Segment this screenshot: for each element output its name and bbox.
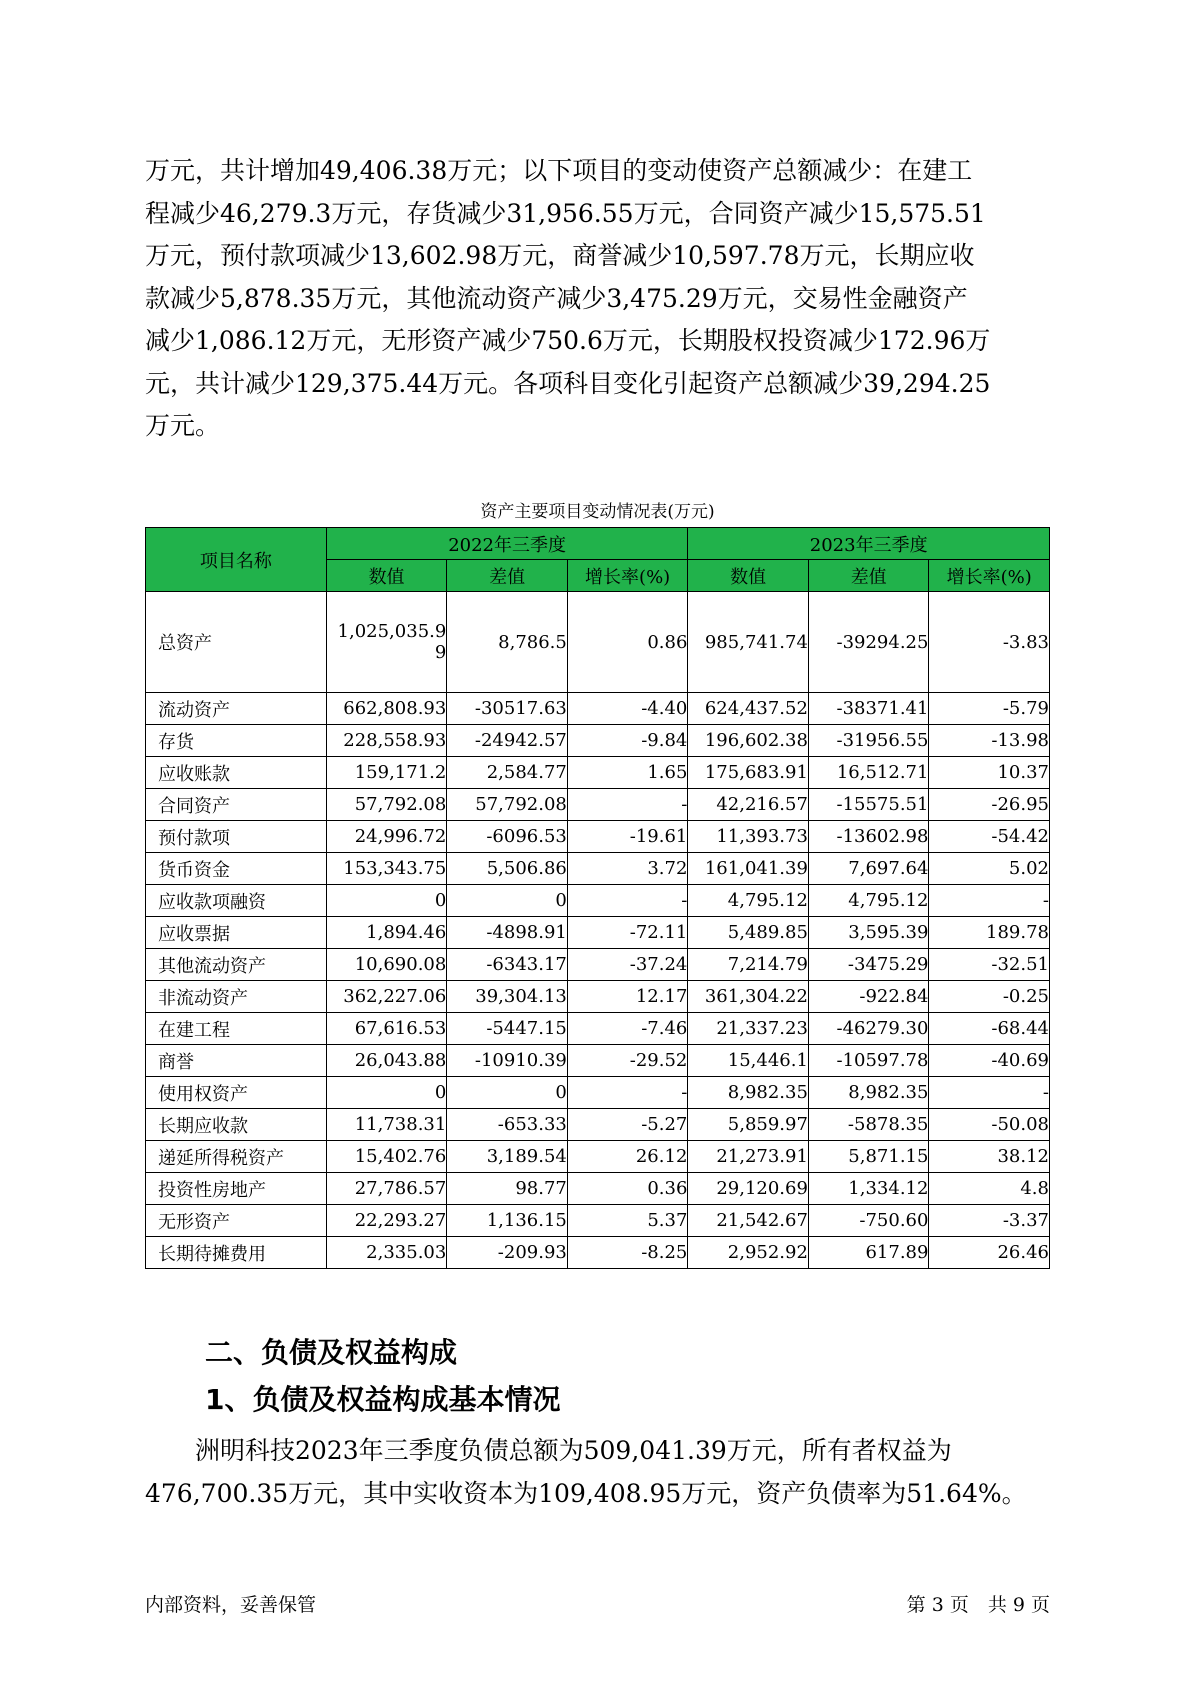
header-rate: 增长率(%) — [567, 560, 688, 592]
table-row — [146, 1109, 1050, 1141]
cell-rate-2022: -7.46 — [567, 1013, 688, 1045]
table-row — [146, 592, 1050, 693]
cell-diff-2023: 1,334.12 — [808, 1173, 929, 1205]
table-row — [146, 949, 1050, 981]
row-item-name: 其他流动资产 — [146, 949, 327, 981]
header-rate: 增长率(%) — [929, 560, 1050, 592]
row-item-name: 预付款项 — [146, 821, 327, 853]
cell-value-2022: 153,343.75 — [326, 853, 447, 885]
cell-value-2022: 26,043.88 — [326, 1045, 447, 1077]
summary-line: 476,700.35万元，其中实收资本为109,408.95万元，资产负债率为51.64%。 — [145, 1478, 1027, 1508]
table-header-row — [146, 528, 1050, 560]
cell-diff-2023: 7,697.64 — [808, 853, 929, 885]
footer-confidential: 内部资料，妥善保管 — [145, 1594, 317, 1616]
cell-value-2023: 21,542.67 — [688, 1205, 809, 1237]
table-body — [146, 592, 1050, 1269]
cell-rate-2022: -4.40 — [567, 693, 688, 725]
cell-value-2023: 11,393.73 — [688, 821, 809, 853]
cell-diff-2023: -3475.29 — [808, 949, 929, 981]
cell-rate-2023: -68.44 — [929, 1013, 1050, 1045]
cell-rate-2022: - — [567, 789, 688, 821]
cell-rate-2022: 5.37 — [567, 1205, 688, 1237]
cell-diff-2023: -922.84 — [808, 981, 929, 1013]
cell-diff-2022: 1,136.15 — [447, 1205, 568, 1237]
cell-value-2022: 0 — [326, 1077, 447, 1109]
intro-line: 万元，共计增加49,406.38万元；以下项目的变动使资产总额减少：在建工 — [145, 156, 973, 185]
cell-diff-2023: -31956.55 — [808, 725, 929, 757]
summary-line: 洲明科技2023年三季度负债总额为509,041.39万元，所有者权益为 — [145, 1436, 952, 1465]
cell-value-2023: 5,489.85 — [688, 917, 809, 949]
cell-value-2023: 42,216.57 — [688, 789, 809, 821]
row-item-name: 存货 — [146, 725, 327, 757]
cell-diff-2022: 8,786.5 — [447, 592, 568, 693]
cell-diff-2022: -24942.57 — [447, 725, 568, 757]
cell-diff-2022: 5,506.86 — [447, 853, 568, 885]
row-item-name: 无形资产 — [146, 1205, 327, 1237]
cell-value-2022: 15,402.76 — [326, 1141, 447, 1173]
cell-rate-2023: -50.08 — [929, 1109, 1050, 1141]
cell-value-2022: 228,558.93 — [326, 725, 447, 757]
header-value: 数值 — [688, 560, 809, 592]
cell-value-2023: 4,795.12 — [688, 885, 809, 917]
cell-rate-2022: 0.86 — [567, 592, 688, 693]
cell-rate-2023: 5.02 — [929, 853, 1050, 885]
cell-rate-2022: -9.84 — [567, 725, 688, 757]
cell-value-2023: 21,273.91 — [688, 1141, 809, 1173]
cell-rate-2023: - — [929, 1077, 1050, 1109]
cell-diff-2022: -30517.63 — [447, 693, 568, 725]
cell-value-2023: 175,683.91 — [688, 757, 809, 789]
cell-diff-2022: 57,792.08 — [447, 789, 568, 821]
intro-paragraph — [145, 150, 1050, 448]
header-period-2022: 2022年三季度 — [326, 528, 688, 560]
cell-rate-2022: -19.61 — [567, 821, 688, 853]
cell-value-2023: 361,304.22 — [688, 981, 809, 1013]
table-row — [146, 789, 1050, 821]
table-row — [146, 885, 1050, 917]
subsection-heading: 1、负债及权益构成基本情况 — [205, 1383, 561, 1416]
cell-value-2022: 0 — [326, 885, 447, 917]
cell-rate-2023: 10.37 — [929, 757, 1050, 789]
cell-value-2022: 1,025,035.9 9 — [326, 592, 447, 693]
cell-value-2022: 1,894.46 — [326, 917, 447, 949]
cell-value-2023: 21,337.23 — [688, 1013, 809, 1045]
row-item-name: 货币资金 — [146, 853, 327, 885]
row-item-name: 长期待摊费用 — [146, 1237, 327, 1269]
cell-diff-2022: 3,189.54 — [447, 1141, 568, 1173]
cell-diff-2023: -38371.41 — [808, 693, 929, 725]
cell-rate-2023: -54.42 — [929, 821, 1050, 853]
cell-diff-2023: 617.89 — [808, 1237, 929, 1269]
table-row — [146, 821, 1050, 853]
table-row — [146, 917, 1050, 949]
row-item-name: 流动资产 — [146, 693, 327, 725]
cell-value-2023: 196,602.38 — [688, 725, 809, 757]
table-row — [146, 1077, 1050, 1109]
cell-diff-2023: -46279.30 — [808, 1013, 929, 1045]
cell-value-2022: 11,738.31 — [326, 1109, 447, 1141]
summary-paragraph — [145, 1430, 1050, 1515]
cell-value-2023: 8,982.35 — [688, 1077, 809, 1109]
cell-rate-2022: -8.25 — [567, 1237, 688, 1269]
table-row — [146, 1013, 1050, 1045]
cell-diff-2023: 4,795.12 — [808, 885, 929, 917]
cell-rate-2023: - — [929, 885, 1050, 917]
cell-rate-2022: 3.72 — [567, 853, 688, 885]
table-row — [146, 1173, 1050, 1205]
cell-value-2022: 57,792.08 — [326, 789, 447, 821]
row-item-name: 长期应收款 — [146, 1109, 327, 1141]
cell-diff-2022: -6343.17 — [447, 949, 568, 981]
cell-rate-2022: 12.17 — [567, 981, 688, 1013]
row-item-name: 非流动资产 — [146, 981, 327, 1013]
section-heading: 二、负债及权益构成 — [205, 1336, 458, 1369]
table-row — [146, 1045, 1050, 1077]
cell-diff-2022: 0 — [447, 885, 568, 917]
cell-diff-2023: -39294.25 — [808, 592, 929, 693]
cell-diff-2023: 16,512.71 — [808, 757, 929, 789]
cell-rate-2023: -13.98 — [929, 725, 1050, 757]
cell-value-2023: 7,214.79 — [688, 949, 809, 981]
cell-rate-2022: 0.36 — [567, 1173, 688, 1205]
intro-line: 减少1,086.12万元，无形资产减少750.6万元，长期股权投资减少172.96万 — [145, 326, 991, 355]
table-row — [146, 725, 1050, 757]
cell-value-2023: 161,041.39 — [688, 853, 809, 885]
row-item-name: 商誉 — [146, 1045, 327, 1077]
asset-change-table — [145, 527, 1050, 1269]
intro-line: 万元，预付款项减少13,602.98万元，商誉减少10,597.78万元，长期应收 — [145, 241, 975, 270]
cell-diff-2023: -750.60 — [808, 1205, 929, 1237]
cell-value-2022: 662,808.93 — [326, 693, 447, 725]
table-row — [146, 981, 1050, 1013]
table-row — [146, 1141, 1050, 1173]
row-item-name: 在建工程 — [146, 1013, 327, 1045]
cell-diff-2023: 5,871.15 — [808, 1141, 929, 1173]
row-item-name: 应收票据 — [146, 917, 327, 949]
cell-value-2022: 2,335.03 — [326, 1237, 447, 1269]
cell-rate-2022: 1.65 — [567, 757, 688, 789]
cell-rate-2023: -40.69 — [929, 1045, 1050, 1077]
cell-rate-2022: - — [567, 1077, 688, 1109]
cell-diff-2022: -10910.39 — [447, 1045, 568, 1077]
cell-value-2023: 29,120.69 — [688, 1173, 809, 1205]
intro-line: 元，共计减少129,375.44万元。各项科目变化引起资产总额减少39,294.25 — [145, 368, 991, 398]
table-caption: 资产主要项目变动情况表(万元) — [480, 502, 715, 522]
cell-value-2022: 159,171.2 — [326, 757, 447, 789]
header-period-2023: 2023年三季度 — [688, 528, 1050, 560]
header-value: 数值 — [326, 560, 447, 592]
cell-value-2022: 24,996.72 — [326, 821, 447, 853]
cell-value-2022: 67,616.53 — [326, 1013, 447, 1045]
cell-value-2023: 15,446.1 — [688, 1045, 809, 1077]
cell-value-2022: 362,227.06 — [326, 981, 447, 1013]
cell-diff-2022: -5447.15 — [447, 1013, 568, 1045]
cell-diff-2023: -13602.98 — [808, 821, 929, 853]
row-item-name: 使用权资产 — [146, 1077, 327, 1109]
cell-diff-2023: -10597.78 — [808, 1045, 929, 1077]
row-item-name: 递延所得税资产 — [146, 1141, 327, 1173]
cell-rate-2023: -3.83 — [929, 592, 1050, 693]
cell-rate-2023: -0.25 — [929, 981, 1050, 1013]
row-item-name: 合同资产 — [146, 789, 327, 821]
cell-value-2023: 2,952.92 — [688, 1237, 809, 1269]
intro-line: 万元。 — [145, 411, 221, 440]
cell-value-2022: 10,690.08 — [326, 949, 447, 981]
cell-rate-2023: -32.51 — [929, 949, 1050, 981]
cell-rate-2023: -3.37 — [929, 1205, 1050, 1237]
cell-diff-2022: -653.33 — [447, 1109, 568, 1141]
header-diff: 差值 — [447, 560, 568, 592]
table-row — [146, 853, 1050, 885]
cell-rate-2022: 26.12 — [567, 1141, 688, 1173]
header-diff: 差值 — [808, 560, 929, 592]
cell-rate-2023: 189.78 — [929, 917, 1050, 949]
cell-diff-2023: 3,595.39 — [808, 917, 929, 949]
cell-diff-2022: 39,304.13 — [447, 981, 568, 1013]
cell-rate-2022: - — [567, 885, 688, 917]
row-item-name: 总资产 — [146, 592, 327, 693]
cell-rate-2023: -5.79 — [929, 693, 1050, 725]
row-item-name: 投资性房地产 — [146, 1173, 327, 1205]
cell-value-2023: 624,437.52 — [688, 693, 809, 725]
cell-diff-2023: -5878.35 — [808, 1109, 929, 1141]
cell-rate-2022: -72.11 — [567, 917, 688, 949]
cell-value-2023: 5,859.97 — [688, 1109, 809, 1141]
cell-diff-2022: 0 — [447, 1077, 568, 1109]
row-item-name: 应收账款 — [146, 757, 327, 789]
table-row — [146, 1237, 1050, 1269]
footer-page-number: 第 3 页 共 9 页 — [906, 1594, 1050, 1616]
cell-diff-2022: -209.93 — [447, 1237, 568, 1269]
cell-rate-2023: -26.95 — [929, 789, 1050, 821]
cell-rate-2022: -37.24 — [567, 949, 688, 981]
cell-value-2022: 22,293.27 — [326, 1205, 447, 1237]
cell-diff-2022: 98.77 — [447, 1173, 568, 1205]
cell-rate-2022: -5.27 — [567, 1109, 688, 1141]
header-item-name: 项目名称 — [146, 528, 327, 592]
cell-rate-2023: 26.46 — [929, 1237, 1050, 1269]
cell-value-2023: 985,741.74 — [688, 592, 809, 693]
cell-rate-2023: 38.12 — [929, 1141, 1050, 1173]
table-row — [146, 757, 1050, 789]
intro-line: 款减少5,878.35万元，其他流动资产减少3,475.29万元，交易性金融资产 — [145, 283, 968, 313]
cell-diff-2022: -6096.53 — [447, 821, 568, 853]
cell-rate-2023: 4.8 — [929, 1173, 1050, 1205]
cell-value-2022: 27,786.57 — [326, 1173, 447, 1205]
table-row — [146, 1205, 1050, 1237]
table-row — [146, 693, 1050, 725]
cell-diff-2023: 8,982.35 — [808, 1077, 929, 1109]
cell-diff-2022: -4898.91 — [447, 917, 568, 949]
cell-rate-2022: -29.52 — [567, 1045, 688, 1077]
cell-diff-2022: 2,584.77 — [447, 757, 568, 789]
intro-line: 程减少46,279.3万元，存货减少31,956.55万元，合同资产减少15,575.51 — [145, 198, 986, 228]
row-item-name: 应收款项融资 — [146, 885, 327, 917]
cell-diff-2023: -15575.51 — [808, 789, 929, 821]
